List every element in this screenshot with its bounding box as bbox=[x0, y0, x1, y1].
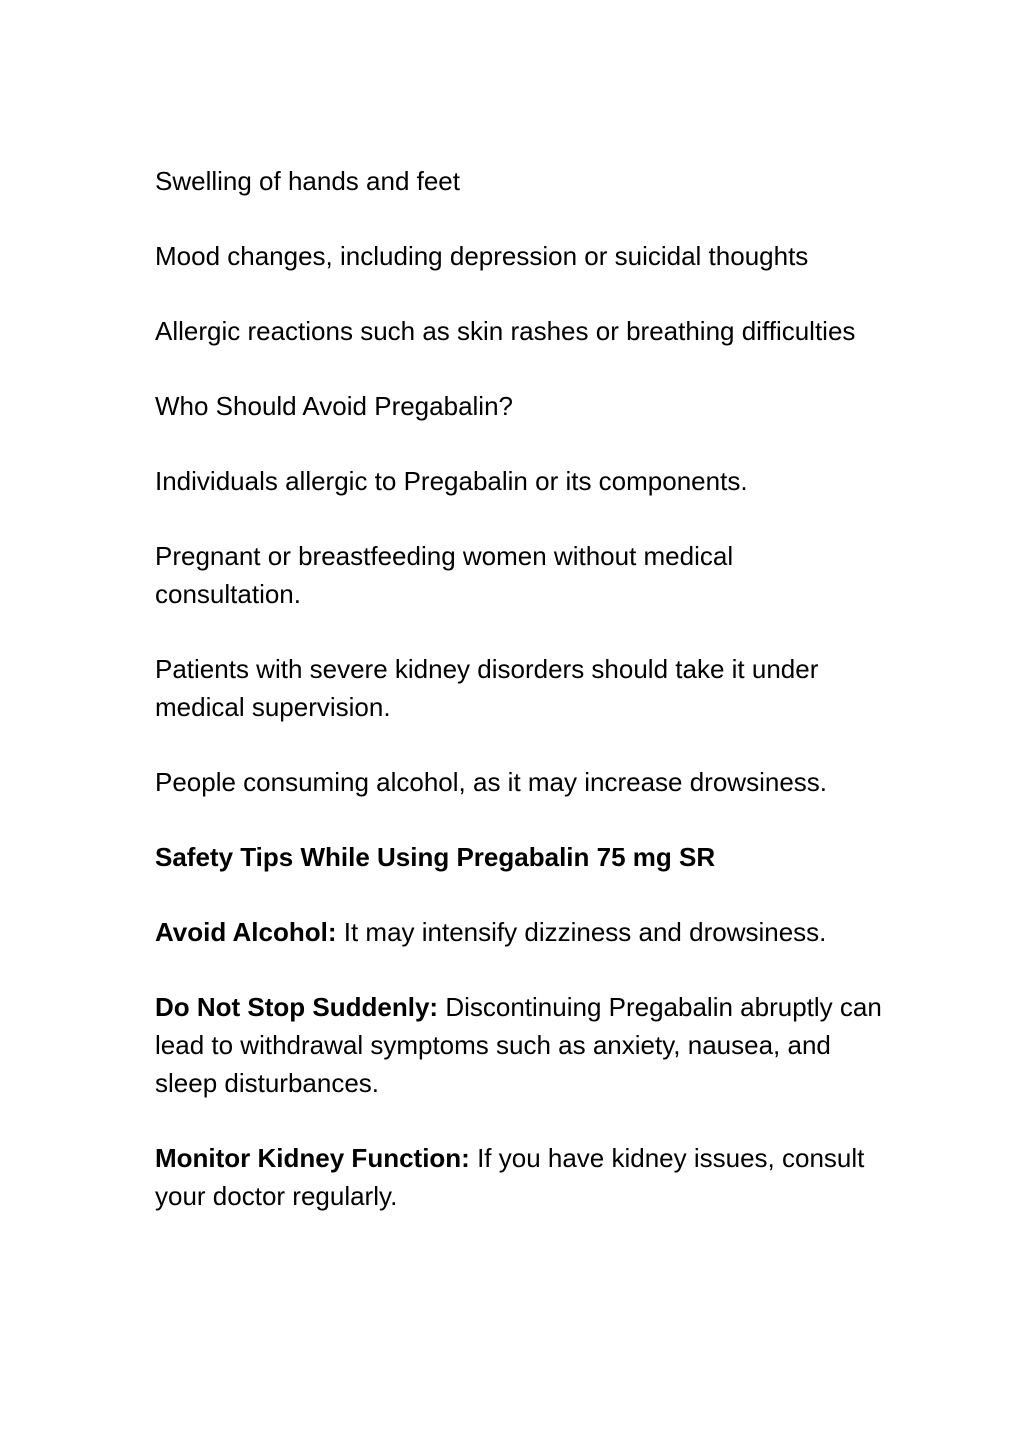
safety-tip bbox=[155, 913, 885, 951]
safety-tip-label: Avoid Alcohol: bbox=[155, 917, 337, 947]
safety-tip-text: If you have kidney issues, consult your doctor regularly. bbox=[155, 1143, 865, 1211]
document-body bbox=[155, 162, 885, 1252]
safety-tip-text: It may intensify dizziness and drowsiness. bbox=[336, 917, 827, 947]
avoid-section-title: Who Should Avoid Pregabalin? bbox=[155, 391, 513, 421]
avoid-item: Individuals allergic to Pregabalin or its components. bbox=[155, 466, 748, 496]
side-effect-item: Mood changes, including depression or suicidal thoughts bbox=[155, 241, 809, 271]
safety-tip-label: Monitor Kidney Function: bbox=[155, 1143, 470, 1173]
safety-tip bbox=[155, 988, 885, 1102]
avoid-item: Patients with severe kidney disorders should take it under medical supervision. bbox=[155, 654, 819, 722]
safety-tip-text: Discontinuing Pregabalin abruptly can lead to withdrawal symptoms such as anxiety, nausea, and sleep disturbances. bbox=[155, 992, 882, 1098]
safety-tip-label: Do Not Stop Suddenly: bbox=[155, 992, 439, 1022]
avoid-item: People consuming alcohol, as it may increase drowsiness. bbox=[155, 767, 828, 797]
side-effect-item: Allergic reactions such as skin rashes or breathing difficulties bbox=[155, 316, 856, 346]
safety-section-title: Safety Tips While Using Pregabalin 75 mg SR bbox=[155, 842, 716, 872]
avoid-item: Pregnant or breastfeeding women without medical consultation. bbox=[155, 541, 734, 609]
side-effect-item: Swelling of hands and feet bbox=[155, 166, 460, 196]
safety-tip bbox=[155, 1139, 885, 1215]
